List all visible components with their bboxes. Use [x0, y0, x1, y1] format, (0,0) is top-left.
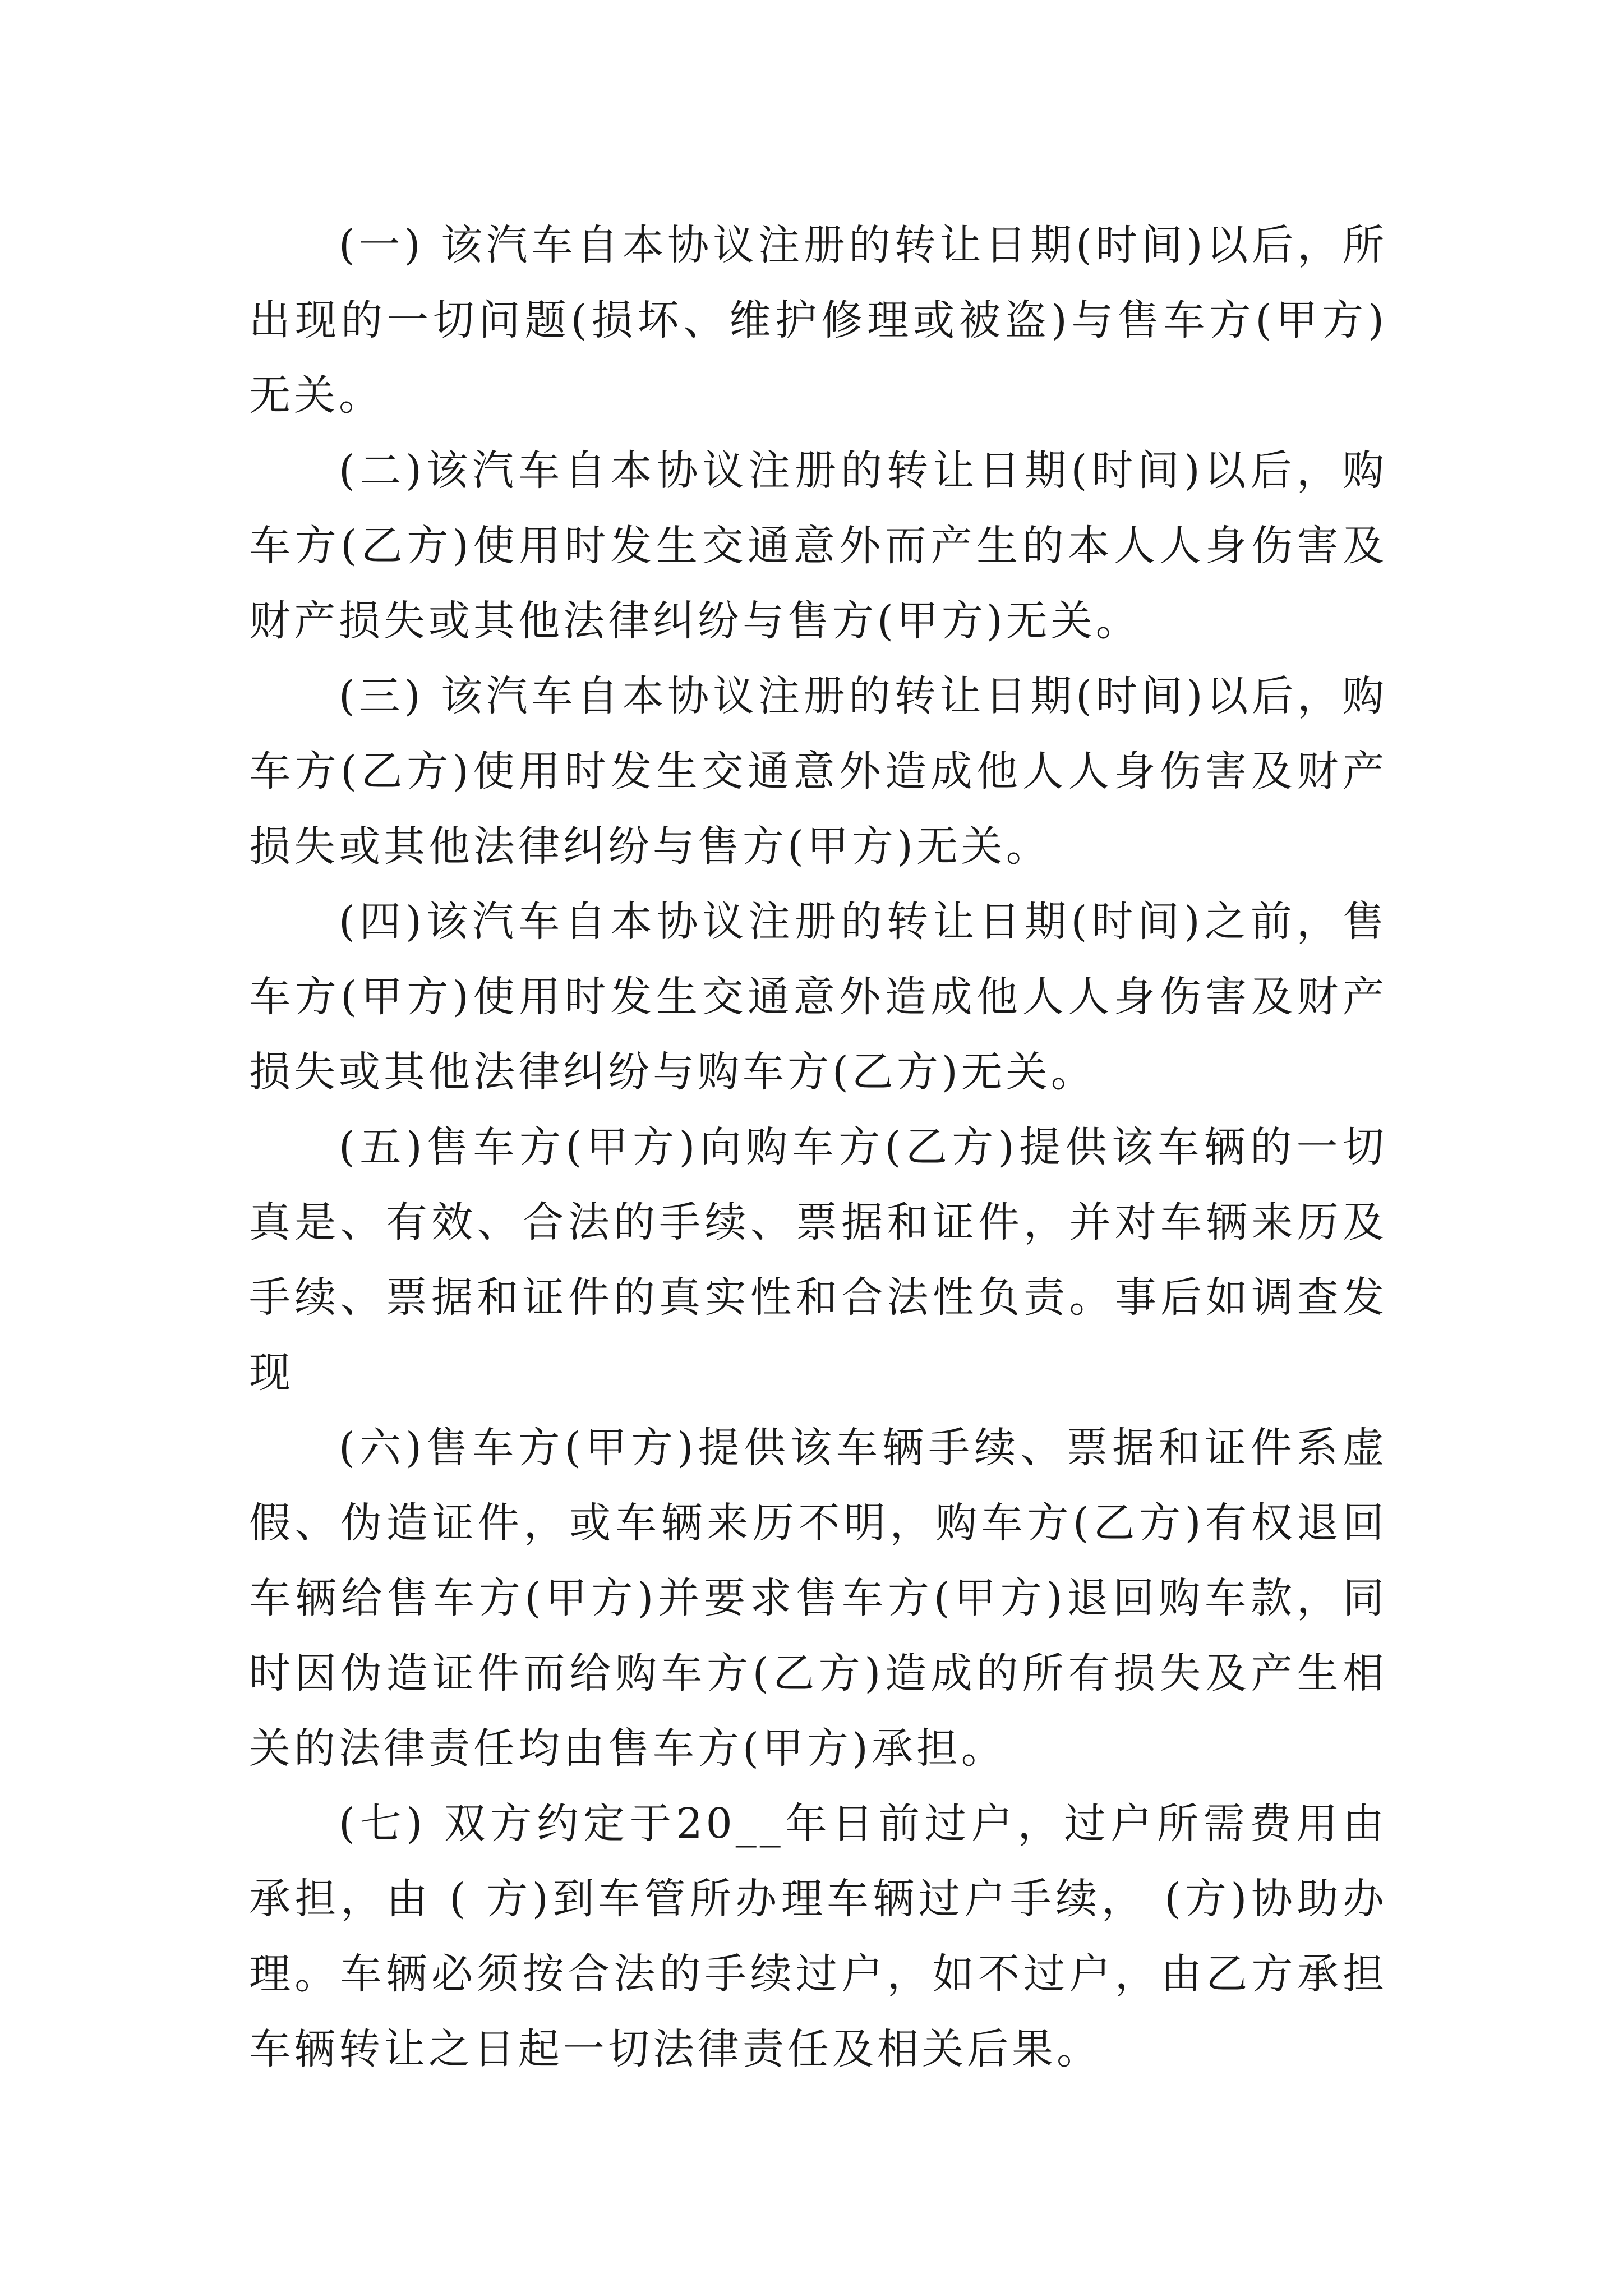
clause-4: (四)该汽车自本协议注册的转让日期(时间)之前，售车方(甲方)使用时发生交通意外造成他人人身伤害及财产损失或其他法律纠纷与购车方(乙方)无关。 [249, 898, 1387, 1096]
clause-6: (六)售车方(甲方)提供该车辆手续、票据和证件系虚假、伪造证件，或车辆来历不明，购车方(乙方)有权退回车辆给售车方(甲方)并要求售车方(甲方)退回购车款，同时因伪造证件而给购车方(乙方)造成的所有损失及产生相关的法律责任均由售车方(甲方)承担。 [249, 1424, 1387, 1773]
clause-3: (三) 该汽车自本协议注册的转让日期(时间)以后，购车方(乙方)使用时发生交通意外造成他人人身伤害及财产损失或其他法律纠纷与售方(甲方)无关。 [249, 672, 1387, 871]
clause-5: (五)售车方(甲方)向购车方(乙方)提供该车辆的一切真是、有效、合法的手续、票据和证件，并对车辆来历及手续、票据和证件的真实性和合法性负责。事后如调查发现 [249, 1123, 1387, 1397]
clause-1: (一) 该汽车自本协议注册的转让日期(时间)以后，所出现的一切问题(损坏、维护修理或被盗)与售车方(甲方)无关。 [249, 221, 1387, 420]
clause-7: (七) 双方约定于20__年日前过户，过户所需费用由承担，由 ( 方)到车管所办理车辆过户手续， (方)协助办理。车辆必须按合法的手续过户，如不过户，由乙方承担车辆转让之日起一切法律责任及相关后果。 [249, 1800, 1387, 2073]
document-body [249, 208, 1387, 2087]
clause-2: (二)该汽车自本协议注册的转让日期(时间)以后，购车方(乙方)使用时发生交通意外而产生的本人人身伤害及财产损失或其他法律纠纷与售方(甲方)无关。 [249, 447, 1387, 645]
